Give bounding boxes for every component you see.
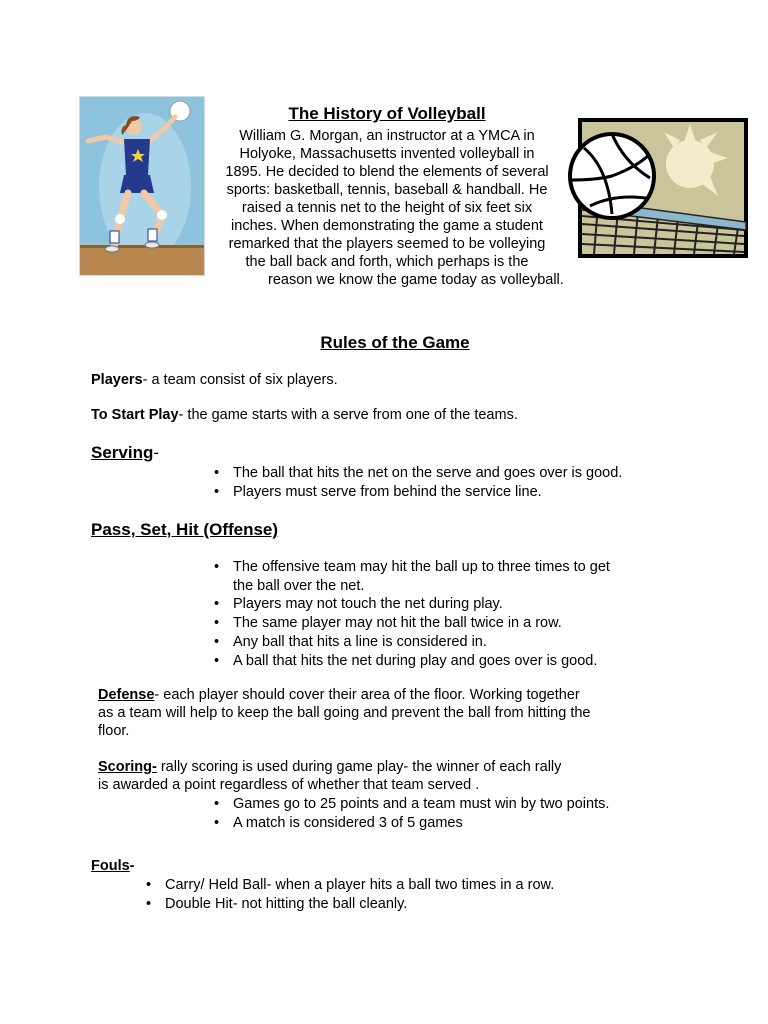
serving-heading: Serving- <box>91 443 160 462</box>
fouls-list <box>144 876 604 913</box>
defense-paragraph: Defense- each player should cover their area of the floor. Working together as a team will help to keep the ball going and prevent the ball from hitting the floor. <box>98 687 591 739</box>
fouls-label: Fouls <box>91 858 130 874</box>
serving-list <box>212 464 652 501</box>
list-item: • The offensive team may hit the ball up to three times to get the ball over the net. <box>212 558 612 595</box>
rules-title: Rules of the Game <box>320 333 470 352</box>
list-item: • Games go to 25 points and a team must win by two points. <box>212 795 652 814</box>
start-play-label: To Start Play <box>91 407 179 423</box>
players-label: Players <box>91 372 143 388</box>
list-item: • A ball that hits the net during play and goes over is good. <box>212 652 612 671</box>
list-item: • Players may not touch the net during play. <box>212 595 612 614</box>
serving-heading-text: Serving <box>91 443 154 462</box>
list-item: • A match is considered 3 of 5 games <box>212 814 652 833</box>
history-body: William G. Morgan, an instructor at a YMCA in Holyoke, Massachusetts invented volleyball in 1895. He decided to blend the elements of several sports: basketball, tennis, baseball & handball. He raised a tennis net to the height of six feet six inches. When demonstrating the game a student remarked that the players seemed to be volleying the ball back and forth, which perhaps is the <box>225 128 549 270</box>
offense-heading: Pass, Set, Hit (Offense) <box>91 520 279 539</box>
offense-list <box>212 558 612 670</box>
history-title: The History of Volleyball <box>288 104 486 123</box>
scoring-label: Scoring- <box>98 759 157 775</box>
list-item: • The same player may not hit the ball twice in a row. <box>212 614 612 633</box>
list-item: • Players must serve from behind the service line. <box>212 483 652 502</box>
scoring-paragraph: Scoring- rally scoring is used during game play- the winner of each rally is awarded a point regardless of whether that team served . <box>98 759 562 793</box>
defense-label: Defense <box>98 687 155 703</box>
players-text: - a team consist of six players. <box>142 372 338 388</box>
scoring-list <box>212 795 652 832</box>
list-item: • Carry/ Held Ball- when a player hits a ball two times in a row. <box>144 876 604 895</box>
fouls-heading: Fouls- <box>91 858 135 874</box>
history-body-last-line: reason we know the game today as volleyball. <box>268 272 564 288</box>
players-paragraph <box>91 371 338 389</box>
start-play-text: - the game starts with a serve from one of the teams. <box>178 407 518 423</box>
list-item: • Any ball that hits a line is considered in. <box>212 633 612 652</box>
start-play-paragraph <box>91 406 518 424</box>
volleyball-net-icon <box>568 118 748 258</box>
list-item: • The ball that hits the net on the serve and goes over is good. <box>212 464 652 483</box>
volleyball-player-icon <box>79 96 205 276</box>
list-item: • Double Hit- not hitting the ball cleanly. <box>144 895 604 914</box>
